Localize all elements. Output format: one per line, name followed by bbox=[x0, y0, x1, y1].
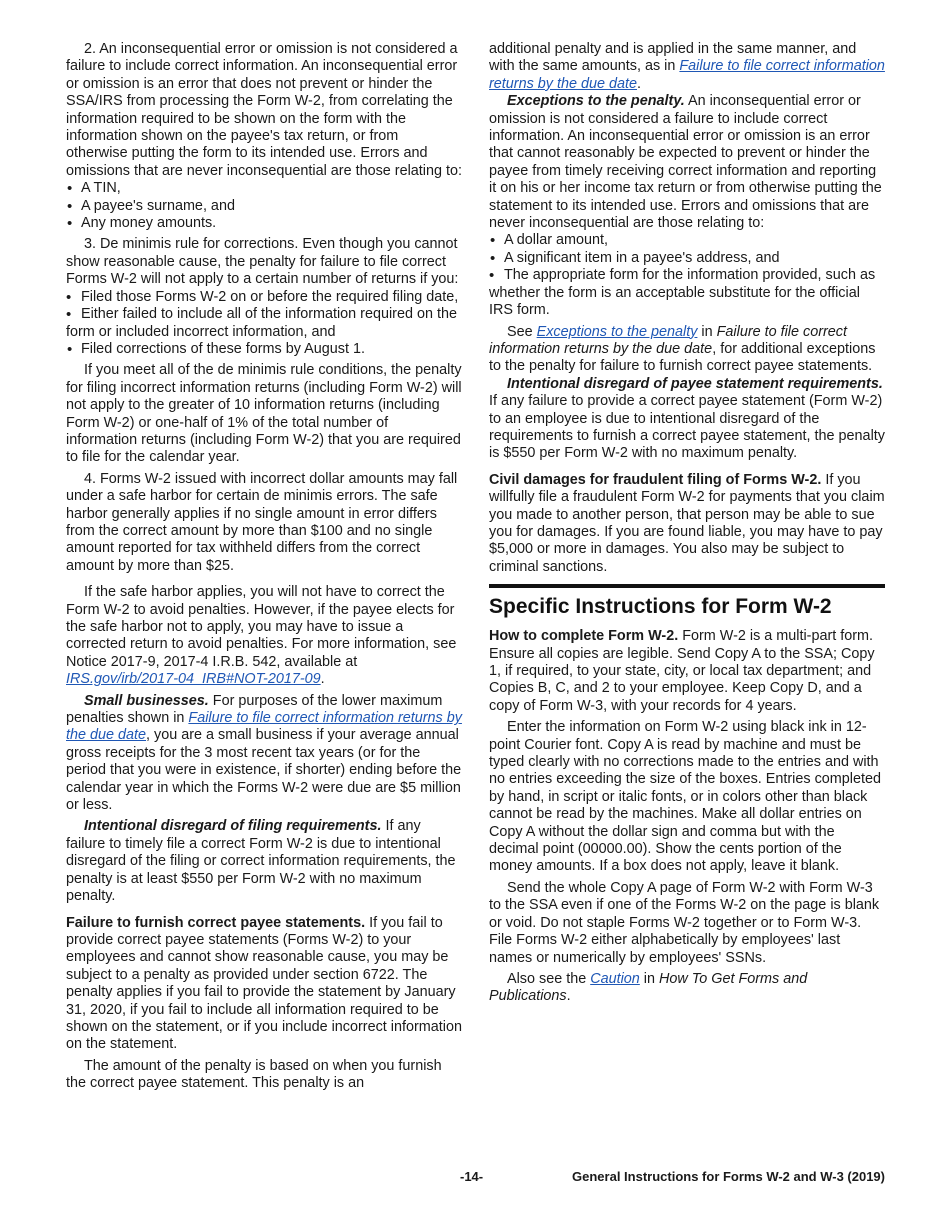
list-item: • Filed corrections of these forms by August 1. bbox=[66, 341, 462, 358]
paragraph-see-exceptions: See Exceptions to the penalty in Failure to file correct information returns by the due date, for additional exceptions to the penalty for failure to furnish correct payee statements. bbox=[489, 323, 876, 375]
caution-link[interactable]: Caution bbox=[590, 970, 640, 987]
paragraph-safe-harbor: 4. Forms W-2 issued with incorrect dollar amounts may fall under a safe harbor for certain de minimis errors. The safe harbor generally applies if no single amount in error differs from the correct amount by more than $100 and no single amount reported for tax withheld differs from the correct amount by more than $25. bbox=[66, 470, 458, 574]
civil-damages-heading: Civil damages for fraudulent filing of Forms W-2. bbox=[489, 471, 822, 488]
paragraph-intentional-disregard-filing: Intentional disregard of filing requirements. If any failure to timely file a correct Form W-2 is due to intentional disregard of the filing or correct information requirements, the penalty is at least $550 per Form W-2 with no maximum penalty. bbox=[66, 818, 456, 905]
right-column bbox=[489, 41, 885, 1006]
document-title: General Instructions for Forms W-2 and W-3 (2019) bbox=[572, 1169, 885, 1184]
failure-to-file-link[interactable]: Failure to file correct information returns by the due date bbox=[489, 58, 885, 92]
paragraph-enter-information: Enter the information on Form W-2 using black ink in 12-point Courier font. Copy A is read by machine and must be typed clearly with no corrections made to the entries and with no entries exceeding the size of the boxes. Entries completed by hand, in script or italic fonts, or in colors other than black cannot be read by the machines. Make all dollar entries on Copy A without the dollar sign and comma but with the decimal point (00000.00). Show the cents portion of the money amounts. If a box does not apply, leave it blank. bbox=[489, 719, 881, 875]
list-item: • A TIN, bbox=[66, 180, 462, 197]
paragraph-exceptions: Exceptions to the penalty. An inconsequential error or omission is not considered a failure to include correct information. An inconsequential error or omission is an error that cannot reasonably be expected to prevent or hinder the payee from timely receiving correct information and reporting it on his or her income tax return or from otherwise putting the statement to its intended use. Errors and omissions that are never inconsequential are those relating to: bbox=[489, 93, 882, 232]
exceptions-heading: Exceptions to the penalty. bbox=[507, 93, 685, 110]
paragraph-penalty-amount: The amount of the penalty is based on when you furnish the correct payee statement. This penalty is an bbox=[66, 1057, 442, 1092]
paragraph-de-minimis: 3. De minimis rule for corrections. Even though you cannot show reasonable cause, the penalty for failure to file correct Forms W-2 will not apply to a certain number of returns if you: bbox=[66, 236, 459, 288]
list-item: • The appropriate form for the information provided, such as whether the form is an acceptable substitute for the official IRS form. bbox=[489, 267, 885, 319]
paragraph-also-see: Also see the Caution in How To Get Forms and Publications. bbox=[489, 970, 808, 1005]
list-item: • Either failed to include all of the information required on the form or included incorrect information, and bbox=[66, 306, 462, 341]
list-item: • A dollar amount, bbox=[489, 232, 885, 249]
small-businesses-heading: Small businesses. bbox=[84, 692, 209, 709]
list-item: • A payee's surname, and bbox=[66, 198, 462, 215]
how-to-complete-heading: How to complete Form W-2. bbox=[489, 628, 679, 645]
paragraph-safe-harbor-applies: If the safe harbor applies, you will not have to correct the Form W-2 to avoid penalties. However, if the payee elects for the safe harbor not to apply, you may have to issue a corrected return to avoid penalties. For more information, see Notice 2017-9, 2017-4 I.R.B. 542, available at IRS.gov/irb/2017-04_IRB#NOT-2017-09. bbox=[66, 584, 457, 688]
failure-to-furnish-heading: Failure to furnish correct payee statements. bbox=[66, 914, 366, 931]
failure-to-file-link[interactable]: Failure to file correct information returns by the due date bbox=[66, 710, 462, 744]
paragraph-small-businesses: Small businesses. For purposes of the lower maximum penalties shown in Failure to file correct information returns by the due date, you are a small business if your average annual gross receipts for the 3 most recent tax years (or for the period that you were in existence, if shorter) ending before the calendar year in which the Forms W-2 were due are $5 million or less. bbox=[66, 692, 462, 814]
list-item: • Filed those Forms W-2 on or before the required filing date, bbox=[66, 289, 462, 306]
page-number: -14- bbox=[460, 1169, 484, 1184]
section-divider bbox=[489, 584, 885, 588]
list-item: • Any money amounts. bbox=[66, 215, 462, 232]
exceptions-to-penalty-link[interactable]: Exceptions to the penalty bbox=[536, 323, 698, 340]
paragraph-failure-to-furnish: Failure to furnish correct payee statements. If you fail to provide correct payee statements (Forms W-2) to your employees and cannot show reasonable cause, you may be subject to a penalty as provided under section 6722. The penalty applies if you fail to provide the statement by January 31, 2020, if you fail to include all information required to be shown on the statement, or if you include incorrect information on the statement. bbox=[66, 914, 462, 1053]
list-item: • A significant item in a payee's address, and bbox=[489, 250, 885, 267]
paragraph-de-minimis-conditions: If you meet all of the de minimis rule conditions, the penalty for filing incorrect information returns (including Form W-2) will not apply to the greater of 10 information returns (including Form W-2) or one-half of 1% of the total number of information returns (including Form W-2) that you are required to file for the calendar year. bbox=[66, 362, 462, 466]
intentional-disregard-heading: Intentional disregard of filing requirements. bbox=[84, 818, 382, 835]
paragraph-intentional-disregard-payee: Intentional disregard of payee statement requirements. If any failure to provide a correct payee statement (Form W-2) to an employee is due to intentional disregard of the requirements to furnish a correct payee statement, the penalty is $550 per Form W-2 with no maximum penalty. bbox=[489, 375, 885, 462]
paragraph-inconsequential-error: 2. An inconsequential error or omission is not considered a failure to include correct information. An inconsequential error or omission is an error that does not prevent or hinder the SSA/IRS from processing the Form W-2, from correlating the information required to be shown on the form with the information shown on the payee's tax return, or from otherwise putting the form to its intended use. Errors and omissions that are never inconsequential are those relating to: bbox=[66, 41, 462, 179]
paragraph-how-to-complete: How to complete Form W-2. Form W-2 is a multi-part form. Ensure all copies are legible. Send Copy A to the SSA; Copy 1, if required, to your state, city, or local tax department; and Copies B, C, and 2 to your employee. Keep Copy D, and a copy of Form W-3, with your records for 4 years. bbox=[489, 628, 875, 714]
irs-notice-link[interactable]: IRS.gov/irb/2017-04_IRB#NOT-2017-09 bbox=[66, 671, 321, 688]
section-title: Specific Instructions for Form W-2 bbox=[489, 595, 832, 619]
paragraph-civil-damages: Civil damages for fraudulent filing of Forms W-2. If you willfully file a fraudulent Form W-2 for payments that you claim you made to another person, that person may be able to sue you for damages. If you are found liable, you may have to pay $5,000 or more in damages. You also may be subject to criminal sanctions. bbox=[489, 471, 885, 575]
paragraph-send-copy-a: Send the whole Copy A page of Form W-2 with Form W-3 to the SSA even if one of the Forms W-2 on the page is blank or void. Do not staple Forms W-2 together or to Form W-3. File Forms W-2 either alphabetically by employees' last names or numerically by employees' SSNs. bbox=[489, 879, 880, 966]
left-column bbox=[66, 41, 462, 1093]
paragraph-additional-penalty: additional penalty and is applied in the same manner, and with the same amounts, as in Failure to file correct information returns by the due date. bbox=[489, 41, 885, 92]
intentional-disregard-payee-heading: Intentional disregard of payee statement requirements. bbox=[507, 375, 883, 392]
